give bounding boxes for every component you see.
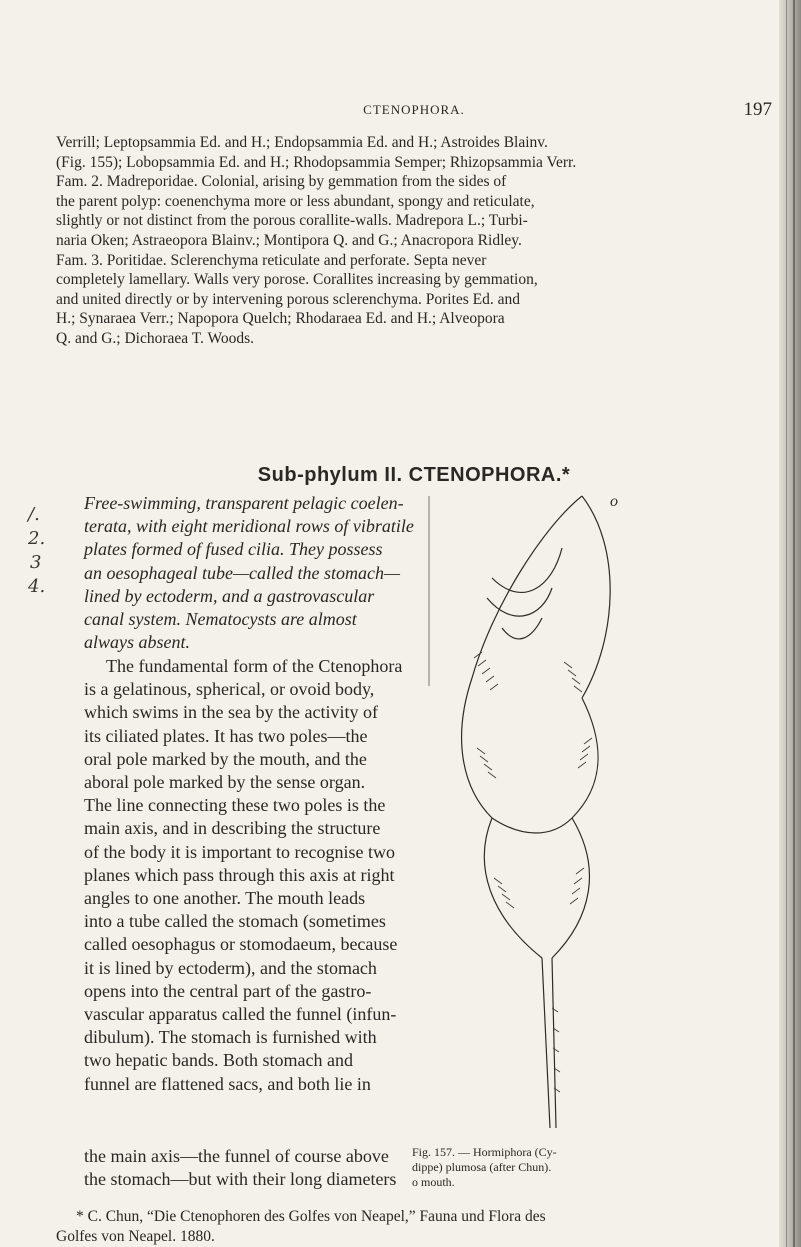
text-line: completely lamellary. Walls very porose. Corallites increasing by gemmation, (56, 271, 538, 289)
text-line: into a tube called the stomach (sometimes (84, 911, 386, 932)
text-line: its ciliated plates. It has two poles—the (84, 725, 368, 746)
text-line: vascular apparatus called the funnel (infun- (84, 1004, 397, 1025)
text-line: slightly or not distinct from the porous corallite-walls. Madrepora L.; Turbi- (56, 212, 528, 230)
caption-line: o mouth. (412, 1175, 455, 1189)
footnote-line: Golfes von Neapel. 1880. (56, 1227, 215, 1245)
section-heading: Sub-phylum II. CTENOPHORA.* (257, 464, 571, 486)
margin-annotation: 3 (30, 552, 42, 573)
text-line: Verrill; Leptopsammia Ed. and H.; Endopsammia Ed. and H.; Astroides Blainv. (56, 134, 548, 151)
text-line: plates formed of fused cilia. They possess (84, 539, 383, 560)
caption-line: dippe) plumosa (after Chun). (412, 1160, 552, 1174)
text-line: always absent. (84, 632, 190, 653)
text-line: opens into the central part of the gastro- (84, 980, 372, 1001)
top-paragraph (56, 133, 772, 349)
text-line: funnel are flattened sacs, and both lie in (84, 1073, 371, 1094)
text-line: the stomach—but with their long diameters (84, 1169, 397, 1190)
text-line: Fam. 3. Poritidae. Sclerenchyma reticulate and perforate. Septa never (56, 251, 487, 269)
margin-annotation: 4. (28, 576, 46, 597)
text-line: H.; Synaraea Verr.; Napopora Quelch; Rhodaraea Ed. and H.; Alveopora (56, 310, 505, 328)
page-edge (779, 0, 801, 1247)
definition-paragraph (84, 492, 430, 654)
page-edge-line (786, 0, 787, 1247)
text-line: two hepatic bands. Both stomach and (84, 1050, 353, 1071)
text-line: canal system. Nematocysts are almost (84, 609, 357, 630)
caption-line: Fig. 157. — Hormiphora (Cy- (412, 1145, 557, 1159)
page-edge-line (793, 0, 795, 1247)
text-line: it is lined by ectoderm), and the stomach (84, 957, 377, 978)
text-line: dibulum). The stomach is furnished with (84, 1027, 377, 1048)
text-line: the main axis—the funnel of course above (84, 1146, 389, 1166)
figure-caption (412, 1145, 592, 1190)
figure-label-o: o (610, 493, 618, 510)
text-line: oral pole marked by the mouth, and the (84, 748, 367, 769)
text-line: (Fig. 155); Lobopsammia Ed. and H.; Rhodopsammia Semper; Rhizopsammia Verr. (56, 153, 577, 171)
text-line: Free-swimming, transparent pelagic coelen- (84, 493, 404, 513)
running-head: CTENOPHORA. (363, 102, 465, 117)
text-line: which swims in the sea by the activity of (84, 702, 378, 723)
text-line: terata, with eight meridional rows of vibratile (84, 516, 414, 537)
text-line: is a gelatinous, spherical, or ovoid body, (84, 679, 375, 700)
text-line: Q. and G.; Dichoraea T. Woods. (56, 329, 255, 347)
body-paragraph (84, 655, 430, 1096)
text-line: lined by ectoderm, and a gastrovascular (84, 585, 375, 606)
page-header (56, 99, 772, 122)
ctenophore-figure (432, 488, 632, 1143)
text-line: aboral pole marked by the sense organ. (84, 772, 366, 793)
footnote (56, 1207, 772, 1246)
text-line: an oesophageal tube—called the stomach— (84, 562, 400, 583)
margin-annotation: /. (28, 504, 40, 525)
page-number: 197 (743, 99, 772, 120)
text-line: of the body it is important to recognise two (84, 841, 395, 862)
text-line: Fam. 2. Madreporidae. Colonial, arising by gemmation from the sides of (56, 173, 507, 191)
text-line: the parent polyp: coenenchyma more or less abundant, spongy and reticulate, (56, 192, 535, 210)
body-paragraph-continued (84, 1145, 400, 1191)
text-line: naria Oken; Astraeopora Blainv.; Montipora Q. and G.; Anacropora Ridley. (56, 231, 522, 249)
text-line: called oesophagus or stomodaeum, because (84, 934, 398, 955)
margin-annotation: 2. (28, 528, 46, 549)
text-line: and united directly or by intervening porous sclerenchyma. Porites Ed. and (56, 290, 521, 308)
footnote-line: * C. Chun, “Die Ctenophoren des Golfes von Neapel,” Fauna und Flora des (76, 1208, 546, 1225)
text-line: The line connecting these two poles is the (84, 795, 386, 816)
text-line: main axis, and in describing the structure (84, 818, 381, 839)
text-line: angles to one another. The mouth leads (84, 888, 366, 909)
text-line: planes which pass through this axis at right (84, 864, 395, 885)
text-line: The fundamental form of the Ctenophora (106, 656, 403, 676)
